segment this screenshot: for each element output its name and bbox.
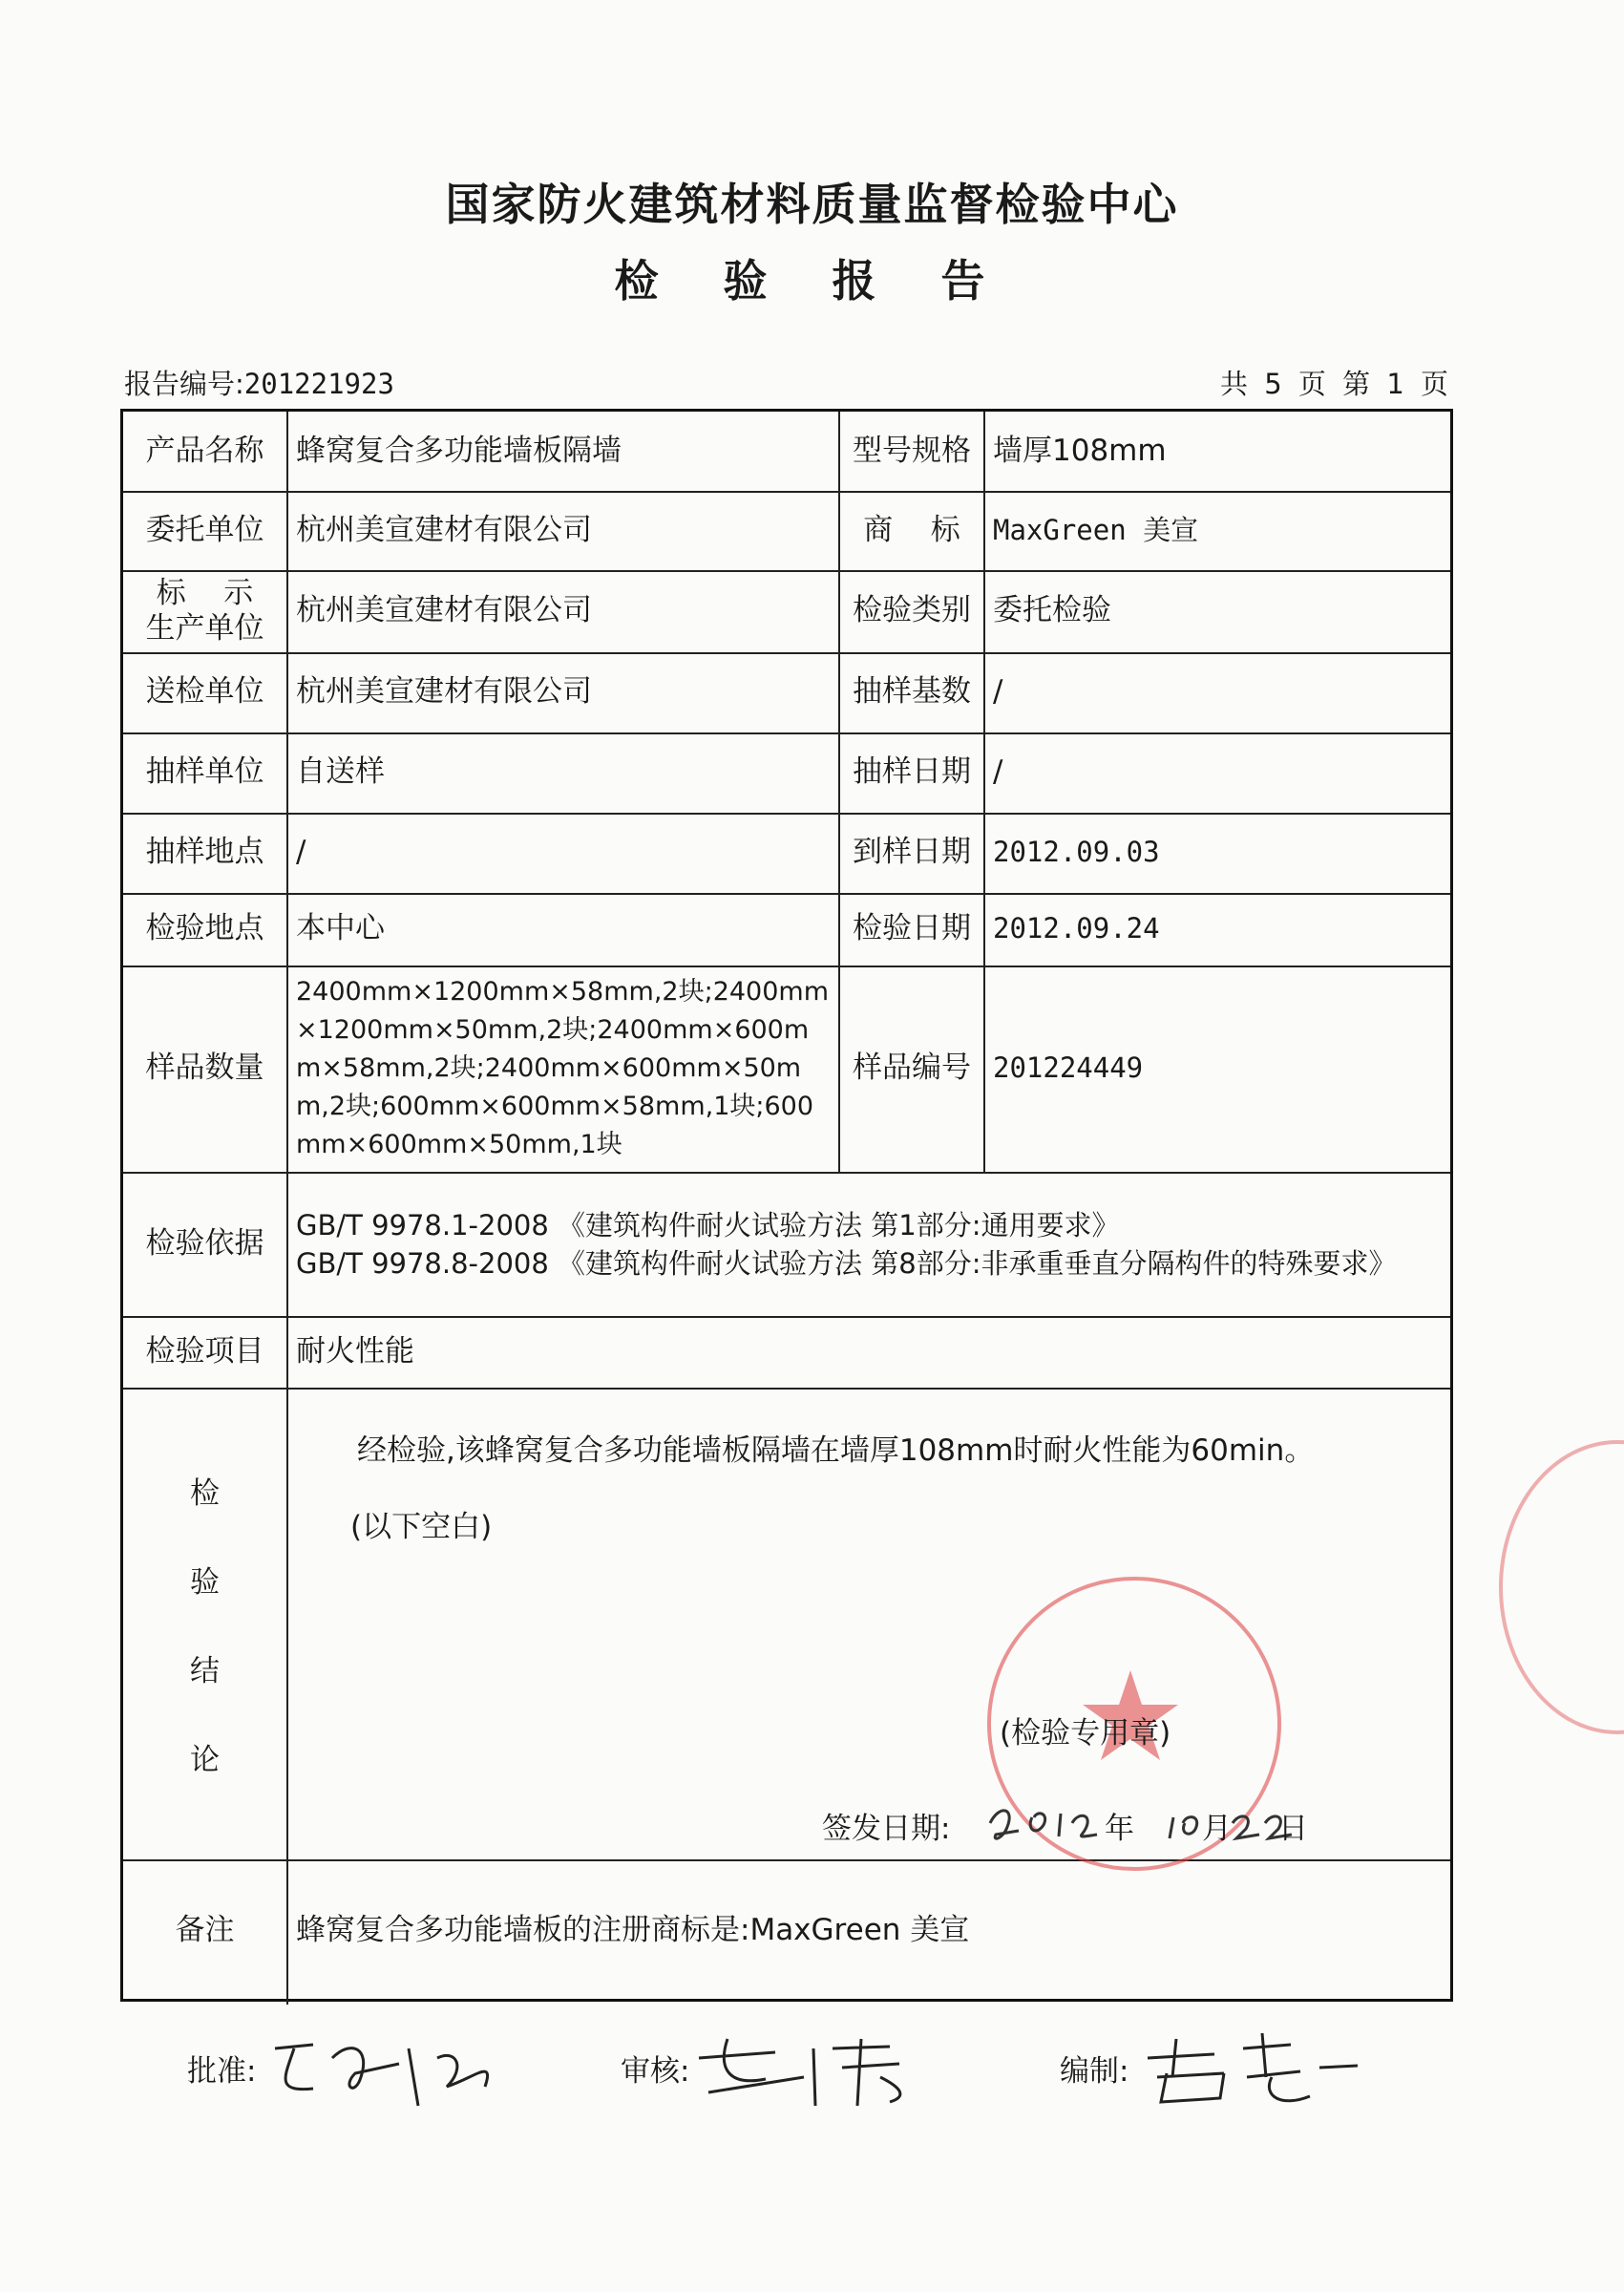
model-spec-label: 型号规格: [853, 433, 971, 468]
test-item-value: 耐火性能: [296, 1333, 414, 1369]
manufacturer-value: 杭州美宣建材有限公司: [296, 593, 592, 628]
approve-signature: [187, 2020, 514, 2115]
basis-line-2: GB/T 9978.8-2008 《建筑构件耐火试验方法 第8部分:非承重垂直分隔构件的特殊要求》: [296, 1246, 1397, 1280]
approve-handwriting: [256, 2020, 514, 2115]
sampling-unit-label: 抽样单位: [145, 754, 264, 790]
issue-day-suffix: 日: [1278, 1812, 1308, 1846]
test-place-value: 本中心: [296, 911, 385, 946]
review-label: 审核:: [621, 2053, 690, 2089]
prepare-signature: [1060, 2020, 1377, 2115]
manufacturer-label-line2: 生产单位: [145, 611, 264, 646]
arrival-date-value: 2012.09.03: [993, 836, 1160, 869]
test-date-label: 检验日期: [853, 911, 971, 946]
basis-line-1: GB/T 9978.1-2008 《建筑构件耐火试验方法 第1部分:通用要求》: [296, 1208, 1120, 1242]
review-signature: [621, 2020, 938, 2115]
trademark-value: MaxGreen 美宣: [993, 513, 1199, 546]
conclusion-label-char-3: 结: [190, 1654, 220, 1688]
approve-label: 批准:: [187, 2053, 257, 2089]
sampling-place-value: /: [296, 835, 306, 870]
sampling-base-label: 抽样基数: [853, 674, 971, 710]
report-number: [124, 363, 394, 402]
test-date-value: 2012.09.24: [993, 912, 1160, 945]
basis-value: [288, 1172, 1446, 1316]
prepare-label: 编制:: [1060, 2053, 1129, 2089]
conclusion-text: 经检验,该蜂窝复合多功能墙板隔墙在墙厚108mm时耐火性能为60min。: [357, 1433, 1315, 1468]
org-title: 国家防火建筑材料质量监督检验中心: [445, 179, 1179, 230]
manufacturer-label: [123, 570, 286, 652]
sampling-unit-value: 自送样: [296, 754, 385, 790]
sample-no-label: 样品编号: [853, 1050, 971, 1086]
conclusion-label-char-1: 检: [190, 1476, 220, 1511]
issue-month-suffix: 月: [1202, 1812, 1232, 1846]
report-form: [120, 409, 1453, 2002]
review-handwriting: [689, 2020, 938, 2115]
sampling-base-value: /: [993, 674, 1003, 710]
page-info: 共 5 页 第 1 页: [1220, 368, 1452, 400]
client-label: 委托单位: [145, 512, 264, 547]
arrival-date-label: 到样日期: [853, 835, 971, 870]
report-number-label: 报告编号:: [124, 368, 244, 400]
conclusion-label: [123, 1388, 286, 1859]
sampling-date-value: /: [993, 754, 1003, 790]
remarks-label: 备注: [175, 1912, 235, 1947]
test-category-value: 委托检验: [993, 593, 1111, 628]
model-spec-value: 墙厚108mm: [993, 433, 1167, 468]
product-name-label: 产品名称: [145, 433, 264, 468]
product-name-value: 蜂窝复合多功能墙板隔墙: [296, 433, 622, 468]
seal-label: (检验专用章): [1000, 1716, 1171, 1751]
issue-date-handwriting: [982, 1785, 1307, 1852]
sample-qty-label: 样品数量: [145, 1050, 264, 1086]
submitter-label: 送检单位: [145, 674, 264, 710]
report-title: 检 验 报 告: [614, 255, 1010, 307]
test-item-label: 检验项目: [145, 1333, 264, 1369]
remarks-value: 蜂窝复合多功能墙板的注册商标是:MaxGreen 美宣: [296, 1912, 970, 1947]
submitter-value: 杭州美宣建材有限公司: [296, 674, 592, 710]
conclusion-label-char-2: 验: [190, 1565, 220, 1600]
prepare-handwriting: [1128, 2020, 1377, 2115]
conclusion-blank: (以下空白): [350, 1510, 493, 1544]
conclusion-label-char-4: 论: [190, 1743, 220, 1777]
sample-qty-value: 2400mm×1200mm×58mm,2块;2400mm×1200mm×50mm,2块;2400mm×600mm×58mm,2块;2400mm×600mm×50mm,2块;600mm×600mm×58mm,1块;600mm×600mm×50mm,1块: [296, 977, 830, 1159]
edge-seal: [1499, 1440, 1624, 1734]
report-number-value: 201221923: [243, 368, 394, 400]
issue-date-label: 签发日期:: [822, 1812, 951, 1846]
sampling-place-label: 抽样地点: [145, 835, 264, 870]
sampling-date-label: 抽样日期: [853, 754, 971, 790]
basis-label: 检验依据: [145, 1225, 264, 1261]
sample-no-value: 201224449: [993, 1051, 1144, 1085]
client-value: 杭州美宣建材有限公司: [296, 512, 592, 547]
test-place-label: 检验地点: [145, 911, 264, 946]
trademark-label: 商 标: [863, 512, 960, 547]
manufacturer-label-line1: 标 示: [156, 575, 254, 610]
issue-year-suffix: 年: [1105, 1812, 1134, 1846]
test-category-label: 检验类别: [853, 593, 971, 628]
